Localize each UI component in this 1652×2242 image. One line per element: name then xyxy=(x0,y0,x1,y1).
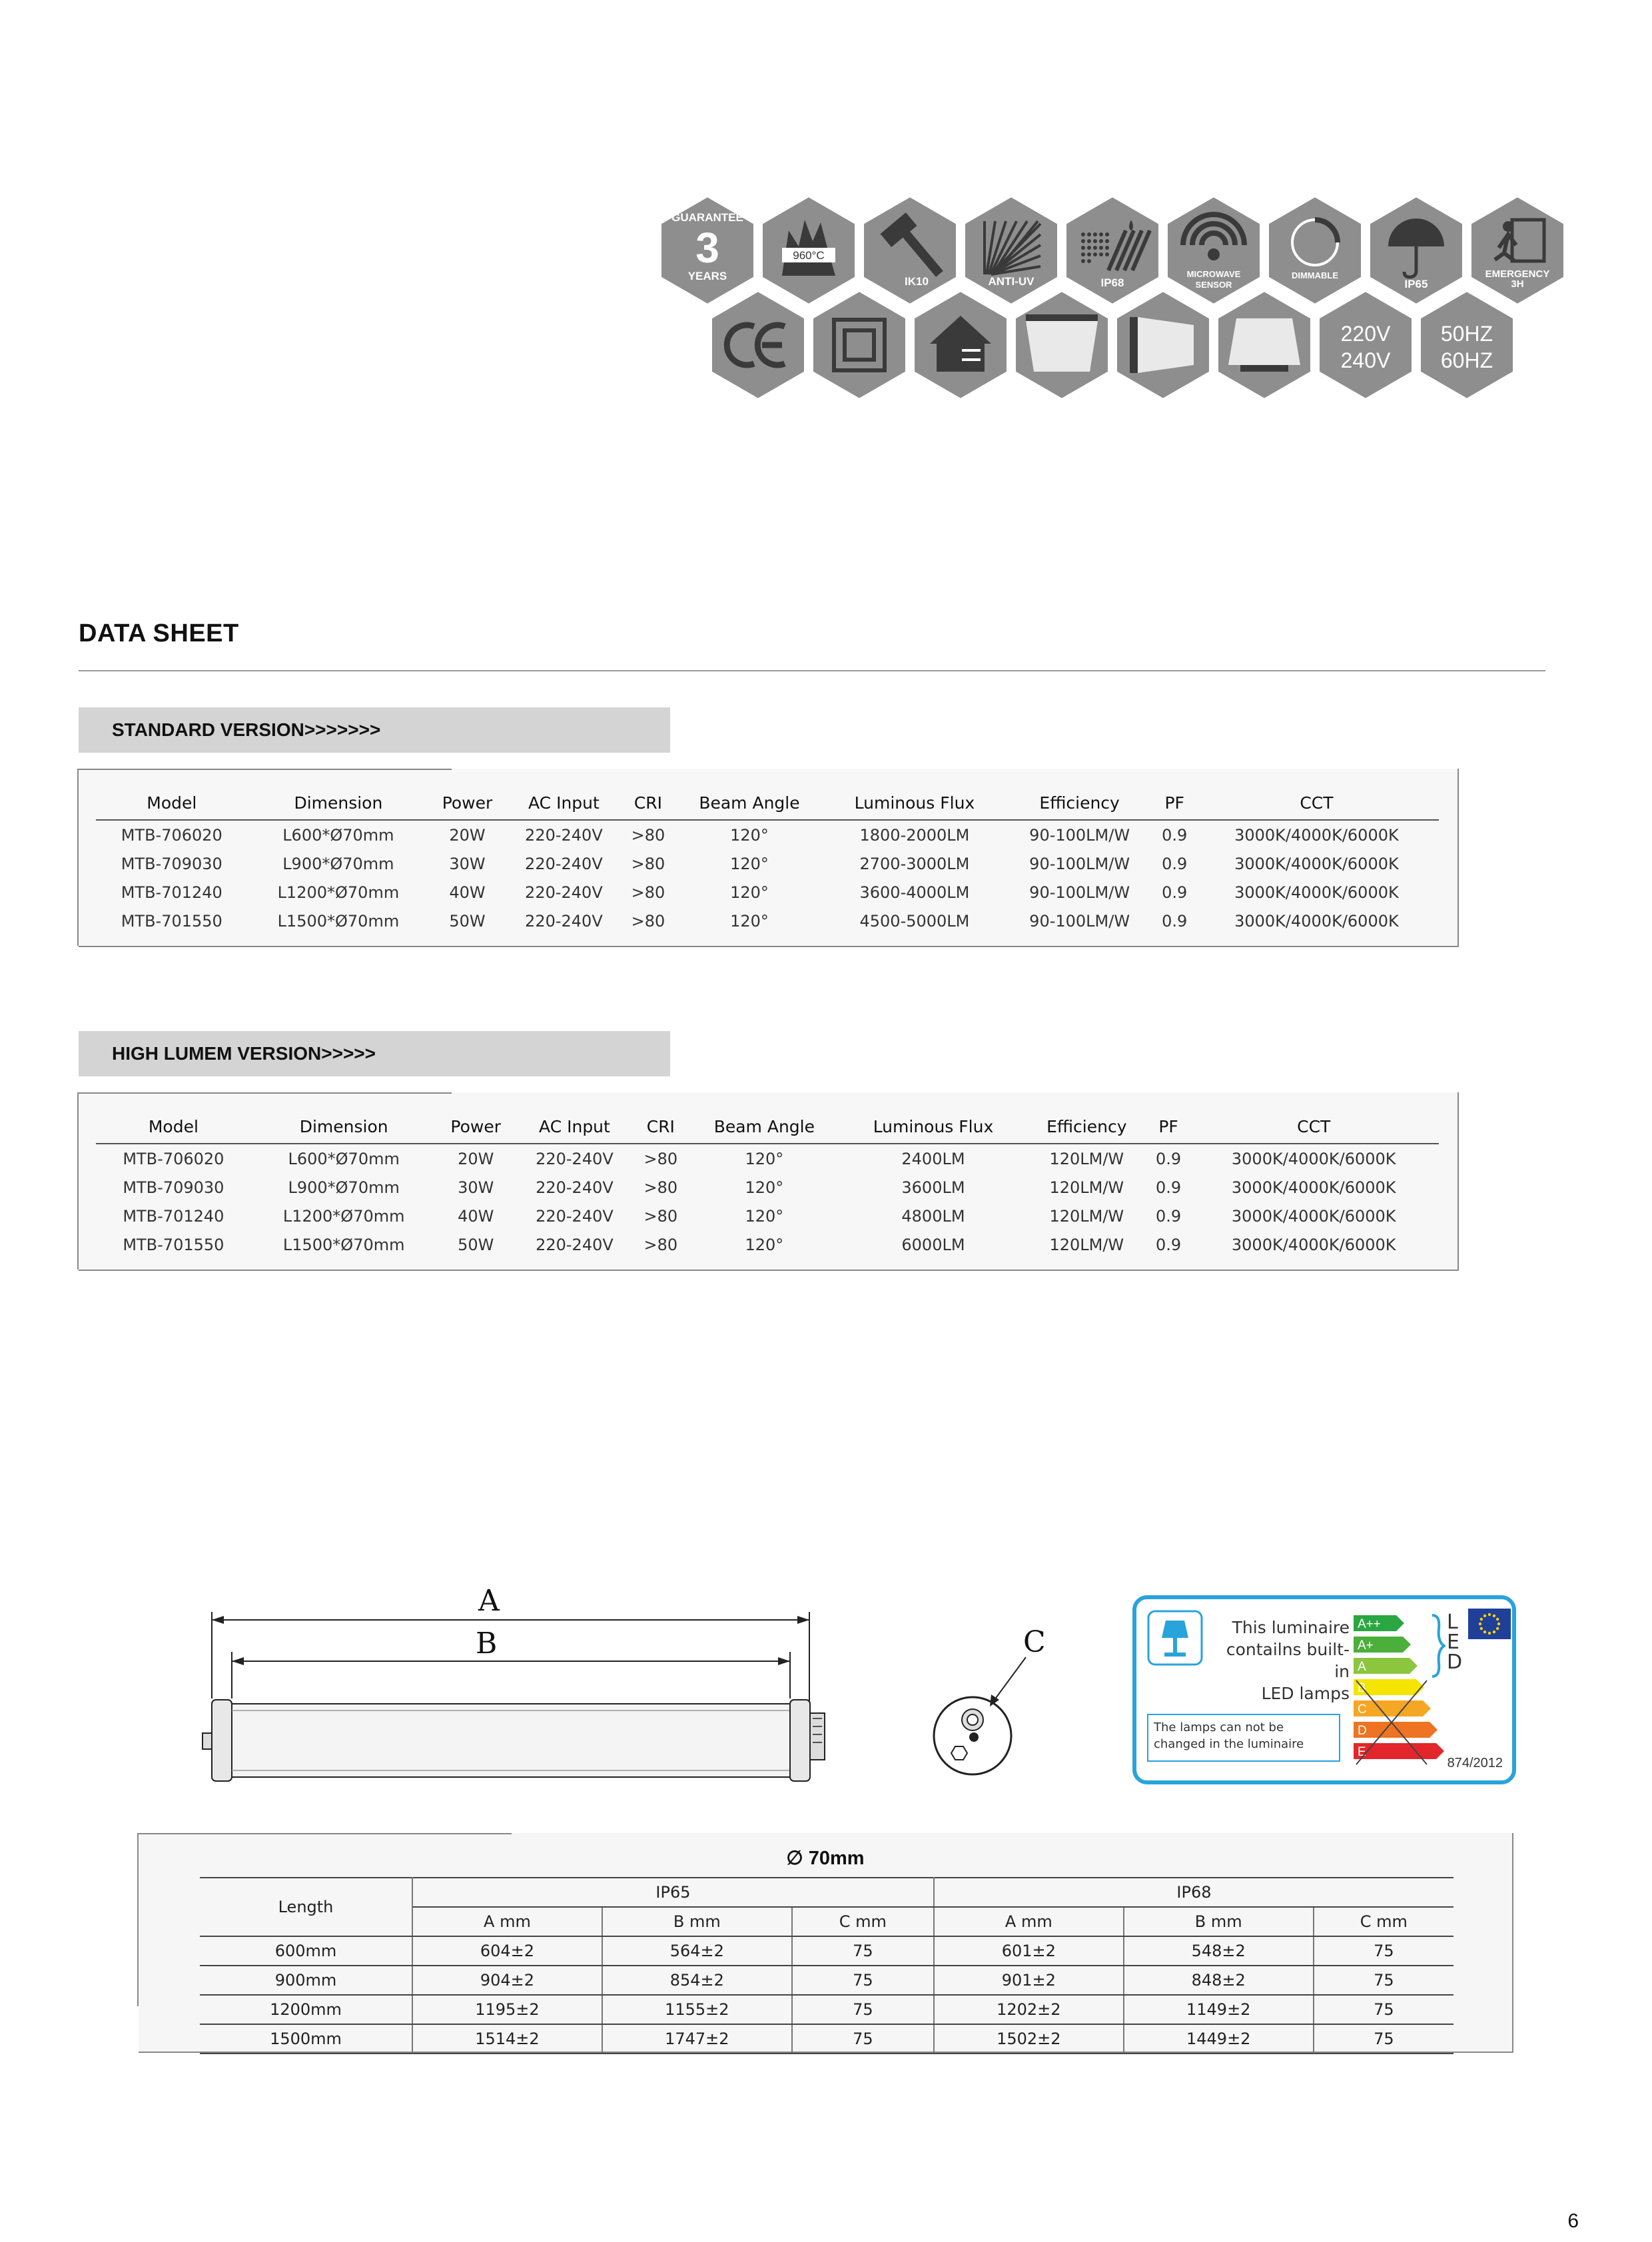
table-cell: 901±2 xyxy=(934,1966,1124,1995)
eu-flag-icon xyxy=(1468,1609,1511,1639)
lamp-note: The lamps can not be changed in the luminaire xyxy=(1147,1714,1340,1762)
table-cell: 548±2 xyxy=(1124,1936,1314,1966)
table-cell: 75 xyxy=(1314,1995,1453,2024)
table-cell: 0.9 xyxy=(1156,1235,1182,1254)
table-cell: 3000K/4000K/6000K xyxy=(1231,1206,1396,1226)
svg-text:EMERGENCY: EMERGENCY xyxy=(1485,268,1550,280)
dimension-subheader: C mm xyxy=(1314,1907,1453,1936)
badge-strip-graphic xyxy=(653,194,1585,408)
energy-class-bar xyxy=(1354,1658,1418,1674)
page-title: DATA SHEET xyxy=(79,619,239,647)
table-cell: 220-240V xyxy=(536,1206,614,1226)
luminaire-statement: This luminaire contailns built-in LED lamps xyxy=(1226,1618,1350,1703)
table-cell: 220-240V xyxy=(536,1178,614,1197)
ce-mark-icon xyxy=(711,290,805,400)
dimension-table xyxy=(200,1877,1453,2054)
table-cell: 120° xyxy=(730,854,769,873)
table-cell: 1200mm xyxy=(200,1995,412,2024)
uv-rays-icon xyxy=(964,196,1058,305)
svg-text:IK10: IK10 xyxy=(905,275,929,288)
table-cell: 3600LM xyxy=(901,1178,965,1197)
high-lumen-spec-table xyxy=(96,1110,1439,1259)
standard-header-8: PF xyxy=(1155,786,1194,820)
table-cell: L1200*Ø70mm xyxy=(282,1206,405,1226)
svg-text:IP68: IP68 xyxy=(1100,276,1124,289)
ceiling-mount-icon xyxy=(1015,290,1109,400)
standard-header-0: Model xyxy=(96,786,248,820)
table-cell: 0.9 xyxy=(1162,825,1188,845)
guarantee-icon xyxy=(660,196,755,305)
table-cell: L1500*Ø70mm xyxy=(277,911,400,931)
table-cell: 3000K/4000K/6000K xyxy=(1234,825,1399,845)
table-cell: 90-100LM/W xyxy=(1029,883,1130,902)
svg-text:3: 3 xyxy=(695,224,719,272)
table-cell: 3000K/4000K/6000K xyxy=(1234,911,1399,931)
table-cell: 900mm xyxy=(200,1966,412,1995)
table-cell: 90-100LM/W xyxy=(1029,825,1130,845)
energy-class-bar xyxy=(1354,1700,1431,1716)
bracket-icon xyxy=(1430,1613,1446,1679)
table-row xyxy=(200,1936,1453,1966)
svg-text:A: A xyxy=(1358,1660,1366,1674)
energy-class-bar xyxy=(1354,1615,1404,1631)
table-cell: 40W xyxy=(458,1206,494,1226)
table-cell: 3000K/4000K/6000K xyxy=(1234,883,1399,902)
table-row xyxy=(96,878,1439,907)
feature-badges xyxy=(653,194,1585,408)
svg-text:D: D xyxy=(1358,1724,1367,1738)
table-cell: 3600-4000LM xyxy=(859,883,970,902)
table-cell: 75 xyxy=(792,1936,934,1966)
dimension-subheader: B mm xyxy=(1124,1907,1314,1936)
table-cell: 1155±2 xyxy=(602,1995,792,2024)
table-cell: 75 xyxy=(792,2024,934,2054)
left-end-cap xyxy=(212,1700,232,1781)
dimension-b-label: B xyxy=(476,1627,498,1661)
table-row xyxy=(96,1144,1439,1173)
title-divider xyxy=(79,670,1545,671)
table-cell: L1500*Ø70mm xyxy=(282,1235,405,1254)
energy-class-bar xyxy=(1354,1637,1411,1653)
fire-icon xyxy=(761,196,856,305)
table-cell: 75 xyxy=(792,1966,934,1995)
table-cell: 120LM/W xyxy=(1049,1235,1124,1254)
table-cell: 600mm xyxy=(200,1936,412,1966)
table-cell: 120° xyxy=(730,911,769,931)
high-lumen-version-label: HIGH LUMEM VERSION>>>>> xyxy=(112,1043,376,1064)
wifi-icon xyxy=(1166,196,1261,305)
table-cell: >80 xyxy=(631,883,665,902)
table-cell: 564±2 xyxy=(602,1936,792,1966)
dimmer-dial-icon xyxy=(1268,196,1362,305)
table-row xyxy=(96,1230,1439,1259)
table-row xyxy=(96,820,1439,849)
table-cell: 4800LM xyxy=(901,1206,965,1226)
table-cell: >80 xyxy=(643,1149,678,1168)
svg-text:DIMMABLE: DIMMABLE xyxy=(1291,270,1339,280)
running-man-icon xyxy=(1470,196,1565,305)
high-header-3: AC Input xyxy=(515,1110,634,1144)
table-cell: 120LM/W xyxy=(1049,1178,1124,1197)
page-number: 6 xyxy=(1567,2210,1579,2232)
table-cell: 50W xyxy=(449,911,486,931)
table-cell: L600*Ø70mm xyxy=(282,825,394,845)
table-cell: 220-240V xyxy=(525,854,603,873)
table-cell: 220-240V xyxy=(536,1235,614,1254)
table-cell: L900*Ø70mm xyxy=(282,854,394,873)
table-cell: 1149±2 xyxy=(1124,1995,1314,2024)
table-cell: 40W xyxy=(449,883,486,902)
high-header-4: CRI xyxy=(634,1110,687,1144)
svg-text:ANTI-UV: ANTI-UV xyxy=(988,275,1034,288)
table-cell: 601±2 xyxy=(934,1936,1124,1966)
table-cell: MTB-701240 xyxy=(121,883,222,902)
table-cell: 2400LM xyxy=(901,1149,965,1168)
table-cell: 0.9 xyxy=(1156,1149,1182,1168)
table-cell: 604±2 xyxy=(412,1936,602,1966)
standard-header-1: Dimension xyxy=(248,786,430,820)
table-row xyxy=(200,2024,1453,2054)
table-cell: 90-100LM/W xyxy=(1029,911,1130,931)
table-cell: 3000K/4000K/6000K xyxy=(1231,1178,1396,1197)
standard-header-7: Efficiency xyxy=(1005,786,1155,820)
table-cell: 0.9 xyxy=(1162,854,1188,873)
svg-text:A++: A++ xyxy=(1358,1617,1381,1631)
table-cell: 75 xyxy=(1314,1936,1453,1966)
standard-spec-table xyxy=(96,786,1439,935)
table-cell: 854±2 xyxy=(602,1966,792,1995)
table-cell: 1514±2 xyxy=(412,2024,602,2054)
hammer-icon xyxy=(863,196,957,305)
led-letters: L E D xyxy=(1447,1611,1463,1674)
table-cell: MTB-706020 xyxy=(121,825,222,845)
svg-text:A+: A+ xyxy=(1358,1639,1374,1653)
svg-text:B: B xyxy=(1358,1681,1366,1695)
table-cell: 30W xyxy=(449,854,486,873)
table-cell: 0.9 xyxy=(1162,911,1188,931)
dimension-table-box xyxy=(139,1833,1513,2053)
high-header-8: PF xyxy=(1148,1110,1189,1144)
table-cell: 75 xyxy=(1314,2024,1453,2054)
standard-version-label: STANDARD VERSION>>>>>>> xyxy=(112,719,381,740)
table-cell: 0.9 xyxy=(1156,1206,1182,1226)
svg-text:IP65: IP65 xyxy=(1404,278,1428,290)
standard-spec-table-box xyxy=(79,769,1459,947)
svg-text:MICROWAVE: MICROWAVE xyxy=(1186,269,1241,279)
table-row xyxy=(96,1202,1439,1230)
table-cell: 904±2 xyxy=(412,1966,602,1995)
table-cell: 3000K/4000K/6000K xyxy=(1234,854,1399,873)
svg-text:60HZ: 60HZ xyxy=(1440,348,1493,372)
table-cell: 220-240V xyxy=(536,1149,614,1168)
table-cell: 120° xyxy=(745,1178,784,1197)
table-cell: 120° xyxy=(730,883,769,902)
ip65-header: IP65 xyxy=(412,1878,934,1907)
table-cell: 220-240V xyxy=(525,911,603,931)
table-cell: 848±2 xyxy=(1124,1966,1314,1995)
standard-header-9: CCT xyxy=(1194,786,1439,820)
energy-label xyxy=(1132,1595,1516,1784)
table-cell: 4500-5000LM xyxy=(859,911,970,931)
high-header-0: Model xyxy=(96,1110,251,1144)
table-cell: MTB-701240 xyxy=(123,1206,224,1226)
dimension-drawing xyxy=(193,1585,1059,1785)
table-cell: 120LM/W xyxy=(1049,1206,1124,1226)
svg-text:220V: 220V xyxy=(1340,322,1391,346)
ip68-header: IP68 xyxy=(934,1878,1453,1907)
voltage-icon xyxy=(1318,290,1413,400)
table-cell: L900*Ø70mm xyxy=(288,1178,400,1197)
table-cell: 1449±2 xyxy=(1124,2024,1314,2054)
energy-class-bar xyxy=(1354,1679,1424,1695)
standard-version-header xyxy=(79,707,670,753)
table-cell: L600*Ø70mm xyxy=(288,1149,400,1168)
table-cell: 1502±2 xyxy=(934,2024,1124,2054)
table-cell: 1195±2 xyxy=(412,1995,602,2024)
standard-header-5: Beam Angle xyxy=(674,786,825,820)
lamp-icon xyxy=(1146,1609,1206,1669)
wall-mount-icon xyxy=(1116,290,1210,400)
table-row xyxy=(200,1966,1453,1995)
table-cell: 2700-3000LM xyxy=(859,854,970,873)
svg-text:240V: 240V xyxy=(1340,348,1391,372)
high-lumen-spec-table-box xyxy=(79,1092,1459,1271)
table-cell: 75 xyxy=(1314,1966,1453,1995)
cable-gland xyxy=(810,1713,825,1760)
table-cell: 20W xyxy=(458,1149,494,1168)
svg-text:GUARANTEE: GUARANTEE xyxy=(671,211,743,224)
table-cell: MTB-709030 xyxy=(123,1178,224,1197)
table-cell: 120° xyxy=(745,1149,784,1168)
dimension-c-label: C xyxy=(1023,1625,1046,1659)
tube-body xyxy=(232,1704,790,1777)
length-header: Length xyxy=(200,1878,412,1936)
table-cell: 50W xyxy=(458,1235,494,1254)
svg-text:E: E xyxy=(1358,1745,1366,1759)
svg-text:YEARS: YEARS xyxy=(687,270,727,282)
indoor-house-icon xyxy=(913,290,1008,400)
table-cell: >80 xyxy=(643,1178,678,1197)
table-cell: 120LM/W xyxy=(1049,1149,1124,1168)
diameter-title: ∅ 70mm xyxy=(786,1848,865,1869)
table-cell: 120° xyxy=(745,1235,784,1254)
svg-text:50HZ: 50HZ xyxy=(1440,322,1493,346)
dimension-subheader: A mm xyxy=(412,1907,602,1936)
standard-header-4: CRI xyxy=(622,786,674,820)
dimension-a-label: A xyxy=(478,1585,500,1618)
table-cell: 1202±2 xyxy=(934,1995,1124,2024)
table-row xyxy=(96,1173,1439,1202)
table-row xyxy=(96,907,1439,935)
standard-header-3: AC Input xyxy=(506,786,622,820)
table-cell: 0.9 xyxy=(1162,883,1188,902)
table-cell: 90-100LM/W xyxy=(1029,854,1130,873)
svg-text:960°C: 960°C xyxy=(793,249,825,262)
high-header-5: Beam Angle xyxy=(687,1110,842,1144)
dimension-subheader: A mm xyxy=(934,1907,1124,1936)
table-cell: 30W xyxy=(458,1178,494,1197)
svg-text:C: C xyxy=(1358,1702,1367,1716)
frequency-icon xyxy=(1420,290,1514,400)
dimension-subheader: C mm xyxy=(792,1907,934,1936)
table-cell: >80 xyxy=(631,825,665,845)
table-cell: 3000K/4000K/6000K xyxy=(1231,1235,1396,1254)
regulation-number: 874/2012 xyxy=(1447,1756,1503,1770)
svg-text:3H: 3H xyxy=(1511,278,1524,290)
table-cell: >80 xyxy=(643,1235,678,1254)
table-cell: 1500mm xyxy=(200,2024,412,2054)
high-header-7: Efficiency xyxy=(1025,1110,1148,1144)
table-row xyxy=(96,849,1439,878)
umbrella-icon xyxy=(1369,196,1463,305)
dimension-subheader: B mm xyxy=(602,1907,792,1936)
energy-class-bar xyxy=(1354,1722,1438,1738)
table-cell: 1747±2 xyxy=(602,2024,792,2054)
table-cell: 120° xyxy=(730,825,769,845)
double-insulation-icon xyxy=(812,290,907,400)
high-header-1: Dimension xyxy=(251,1110,437,1144)
standard-header-2: Power xyxy=(429,786,506,820)
high-header-9: CCT xyxy=(1188,1110,1439,1144)
table-cell: L1200*Ø70mm xyxy=(277,883,400,902)
table-cell: 20W xyxy=(449,825,486,845)
table-cell: MTB-701550 xyxy=(123,1235,224,1254)
table-cell: 120° xyxy=(745,1206,784,1226)
high-lumen-version-header xyxy=(79,1031,670,1076)
table-cell: MTB-701550 xyxy=(121,911,222,931)
table-row xyxy=(200,1995,1453,2024)
table-cell: 3000K/4000K/6000K xyxy=(1231,1149,1396,1168)
table-cell: MTB-706020 xyxy=(123,1149,224,1168)
table-cell: 0.9 xyxy=(1156,1178,1182,1197)
standard-header-6: Luminous Flux xyxy=(825,786,1005,820)
table-cell: MTB-709030 xyxy=(121,854,222,873)
table-cell: 6000LM xyxy=(901,1235,965,1254)
svg-text:SENSOR: SENSOR xyxy=(1195,280,1232,290)
table-cell: 220-240V xyxy=(525,883,603,902)
water-spray-icon xyxy=(1065,196,1160,305)
table-cell: 220-240V xyxy=(525,825,603,845)
table-cell: 1800-2000LM xyxy=(859,825,970,845)
high-header-2: Power xyxy=(437,1110,515,1144)
table-cell: >80 xyxy=(631,854,665,873)
floor-mount-icon xyxy=(1217,290,1312,400)
table-cell: >80 xyxy=(643,1206,678,1226)
table-cell: >80 xyxy=(631,911,665,931)
right-end-cap xyxy=(790,1700,810,1781)
table-cell: 75 xyxy=(792,1995,934,2024)
high-header-6: Luminous Flux xyxy=(841,1110,1025,1144)
